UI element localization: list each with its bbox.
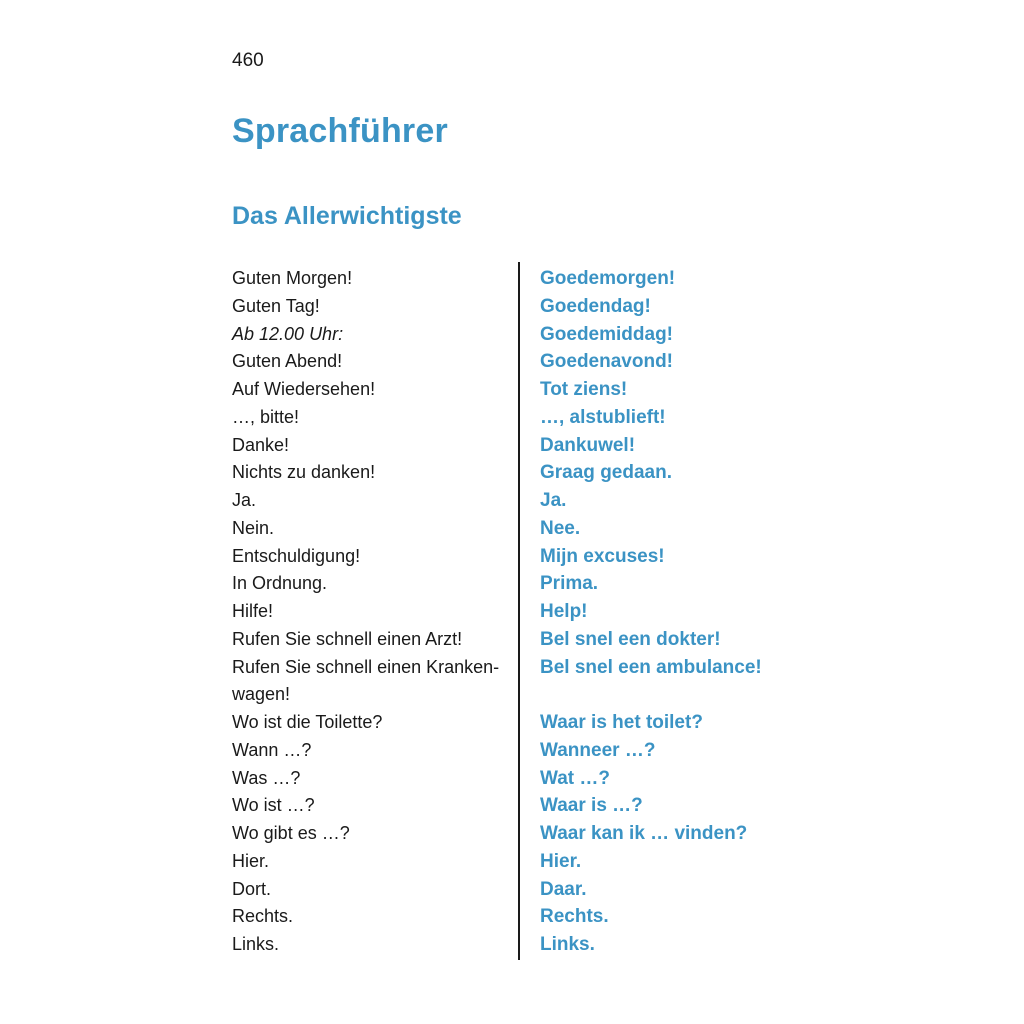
dutch-phrase: Bel snel een dokter! xyxy=(540,628,721,650)
dutch-phrase: Waar kan ik … vinden? xyxy=(540,823,748,844)
german-phrase: Rufen Sie schnell einen Arzt! xyxy=(232,628,463,649)
dutch-phrase: Dankuwel! xyxy=(540,434,636,456)
german-phrase: Links. xyxy=(232,934,280,954)
dutch-phrase: Rechts. xyxy=(540,906,609,928)
german-phrase: Guten Morgen! xyxy=(232,268,353,288)
dutch-phrase xyxy=(540,681,980,709)
german-phrase: wagen! xyxy=(232,684,291,705)
dutch-phrase: Help! xyxy=(540,601,588,622)
dutch-phrase: Goedenavond! xyxy=(540,351,674,373)
german-phrase: Wo ist die Toilette? xyxy=(232,712,383,732)
german-phrase: Wo ist …? xyxy=(232,795,315,816)
dutch-phrase: Tot ziens! xyxy=(540,379,628,400)
dutch-phrase: Graag gedaan. xyxy=(540,462,672,484)
german-phrase: Entschuldigung! xyxy=(232,545,361,566)
german-phrase: Hier. xyxy=(232,850,270,871)
german-phrase: Rechts. xyxy=(232,906,294,927)
german-phrase: Nichts zu danken! xyxy=(232,462,376,483)
german-phrase: Hilfe! xyxy=(232,601,274,621)
dutch-phrase: Goedemorgen! xyxy=(540,268,676,289)
dutch-phrase: Wat …? xyxy=(540,767,611,789)
page-title: Sprachführer xyxy=(232,112,448,150)
dutch-phrase: Bel snel een ambulance! xyxy=(540,656,762,678)
german-phrase: Nein. xyxy=(232,517,275,538)
dutch-phrase: Prima. xyxy=(540,573,599,595)
german-phrase: Wann …? xyxy=(232,739,312,760)
column-divider xyxy=(518,262,520,960)
german-phrase: Danke! xyxy=(232,434,290,455)
german-phrase: Wo gibt es …? xyxy=(232,823,350,843)
german-phrase: Ja. xyxy=(232,490,257,510)
dutch-phrase: Ja. xyxy=(540,490,567,511)
german-phrase: In Ordnung. xyxy=(232,573,328,594)
dutch-phrase: Goedendag! xyxy=(540,295,651,317)
german-phrase: Auf Wiedersehen! xyxy=(232,379,376,399)
dutch-phrase: Waar is …? xyxy=(540,795,643,817)
dutch-phrase: Wanneer …? xyxy=(540,739,656,761)
dutch-phrase: Hier. xyxy=(540,850,582,872)
german-phrase: Rufen Sie schnell einen Kranken- xyxy=(232,656,500,677)
german-phrase: Guten Tag! xyxy=(232,295,320,316)
dutch-phrase: Waar is het toilet? xyxy=(540,712,703,733)
dutch-phrase: Nee. xyxy=(540,517,581,539)
page-number: 460 xyxy=(232,50,264,71)
dutch-phrase: …, alstublieft! xyxy=(540,406,666,428)
german-phrase: Guten Abend! xyxy=(232,351,343,372)
dutch-phrase: Daar. xyxy=(540,878,587,900)
german-phrase-list xyxy=(232,265,512,959)
german-phrase: Ab 12.00 Uhr: xyxy=(232,323,344,344)
section-title: Das Allerwichtigste xyxy=(232,202,462,230)
dutch-phrase: Links. xyxy=(540,934,595,955)
german-phrase: Dort. xyxy=(232,878,272,899)
dutch-phrase: Goedemiddag! xyxy=(540,323,674,345)
german-phrase: …, bitte! xyxy=(232,406,300,427)
german-phrase: Was …? xyxy=(232,767,301,788)
dutch-phrase: Mijn excuses! xyxy=(540,545,665,567)
dutch-phrase-list xyxy=(540,265,980,959)
